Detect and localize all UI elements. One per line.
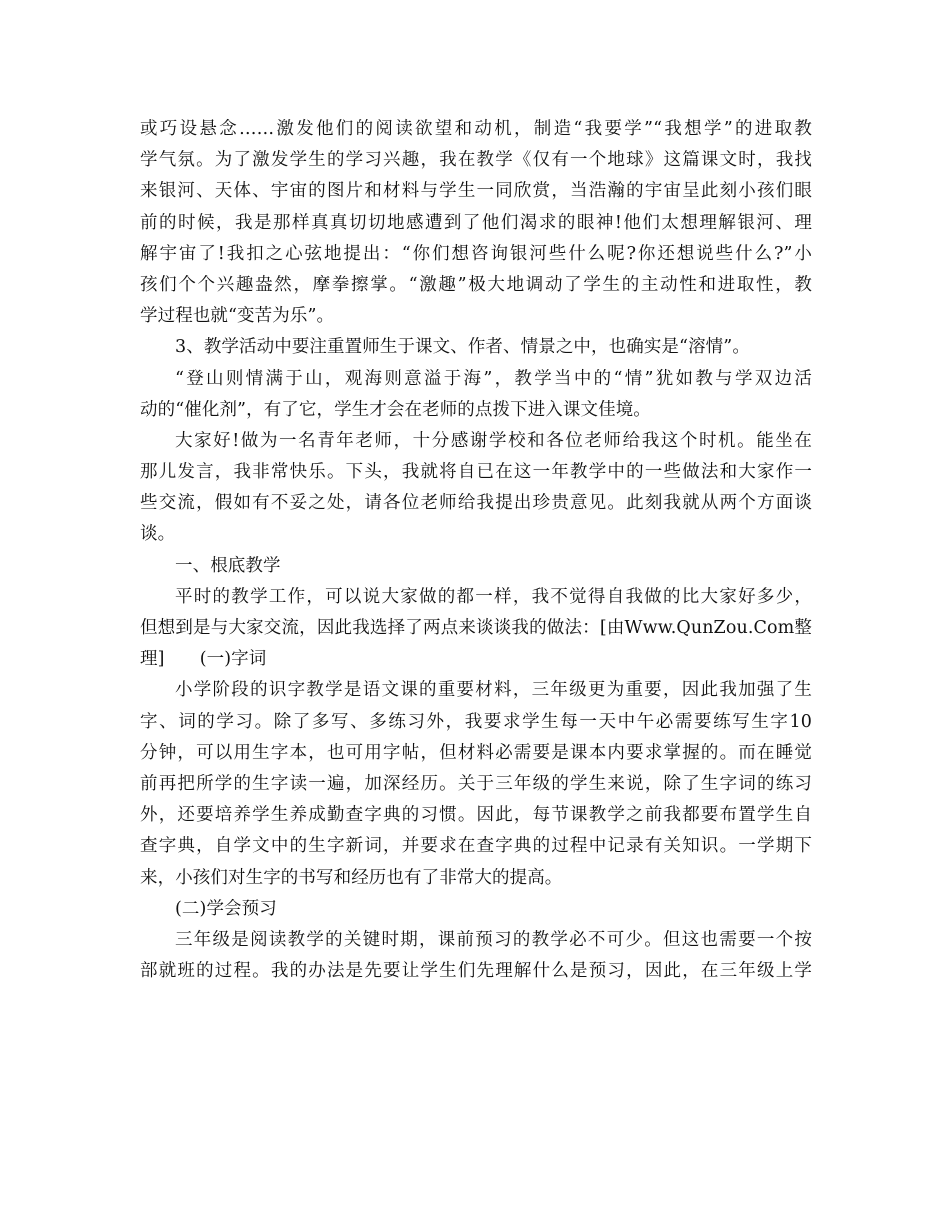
text-line: 查字典，自学文中的生字新词，并要求在查字典的过程中记录有关知识。一学期下 [140,836,812,857]
text-line: 三年级是阅读教学的关键时期，课前预习的教学必不可少。但这也需要一个按 [175,929,812,950]
text-line: 孩们个个兴趣盎然，摩拳擦掌。“激趣”极大地调动了学生的主动性和进取性，教 [140,274,812,295]
text-line: 前的时候，我是那样真真切切地感遭到了他们渴求的眼神!他们太想理解银河、理 [140,212,812,233]
text-line: 那儿发言，我非常快乐。下头，我就将自已在这一年教学中的一些做法和大家作一 [140,462,812,483]
text-line: “登山则情满于山，观海则意溢于海”，教学当中的“情”犹如教与学双边活 [175,368,812,389]
text-line: 或巧设悬念……激发他们的阅读欲望和动机，制造“我要学”“我想学”的进取教 [140,119,812,139]
text-line: 字、词的学习。除了多写、多练习外，我要求学生每一天中午必需要练写生字10 [140,711,812,732]
text-line: 3、教学活动中要注重置师生于课文、作者、情景之中，也确实是“溶情”。 [175,337,750,358]
text-line: 动的“催化剂”，有了它，学生才会在老师的点拨下进入课文佳境。 [140,399,651,420]
text-line: 前再把所学的生字读一遍，加深经历。关于三年级的学生来说，除了生字词的练习 [140,773,812,794]
document-body [140,114,812,987]
text-line: 解宇宙了!我扣之心弦地提出：“你们想咨询银河些什么呢?你还想说些什么?”小 [140,243,812,264]
text-line: 一、根底教学 [175,555,281,576]
text-line: 些交流，假如有不妥之处，请各位老师给我提出珍贵意见。此刻我就从两个方面谈 [140,493,812,514]
text-line: 理] (一)字词 [140,649,267,670]
text-line: 部就班的过程。我的办法是先要让学生们先理解什么是预习，因此，在三年级上学 [140,961,812,982]
text-line: 学过程也就“变苦为乐”。 [140,306,335,327]
text-line: 来，小孩们对生字的书写和经历也有了非常大的提高。 [140,867,563,888]
text-line: (二)学会预习 [175,898,277,919]
text-line: 小学阶段的识字教学是语文课的重要材料，三年级更为重要，因此我加强了生 [175,680,812,701]
text-line: 外，还要培养学生养成勤查字典的习惯。因此，每节课教学之前我都要布置学生自 [140,805,812,826]
text-line: 学气氛。为了激发学生的学习兴趣，我在教学《仅有一个地球》这篇课文时，我找 [140,150,812,171]
text-line: 平时的教学工作，可以说大家做的都一样，我不觉得自我做的比大家好多少， [175,586,812,607]
text-line: 谈。 [140,524,176,545]
text-line: 分钟，可以用生字本，也可用字帖，但材料必需要是课本内要求掌握的。而在睡觉 [140,742,812,763]
text-line: 但想到是与大家交流，因此我选择了两点来谈谈我的做法：[由Www.QunZou.Com整 [140,618,812,638]
text-line: 大家好!做为一名青年老师，十分感谢学校和各位老师给我这个时机。能坐在 [175,430,812,451]
text-line: 来银河、天体、宇宙的图片和材料与学生一同欣赏，当浩瀚的宇宙呈此刻小孩们眼 [140,181,812,202]
